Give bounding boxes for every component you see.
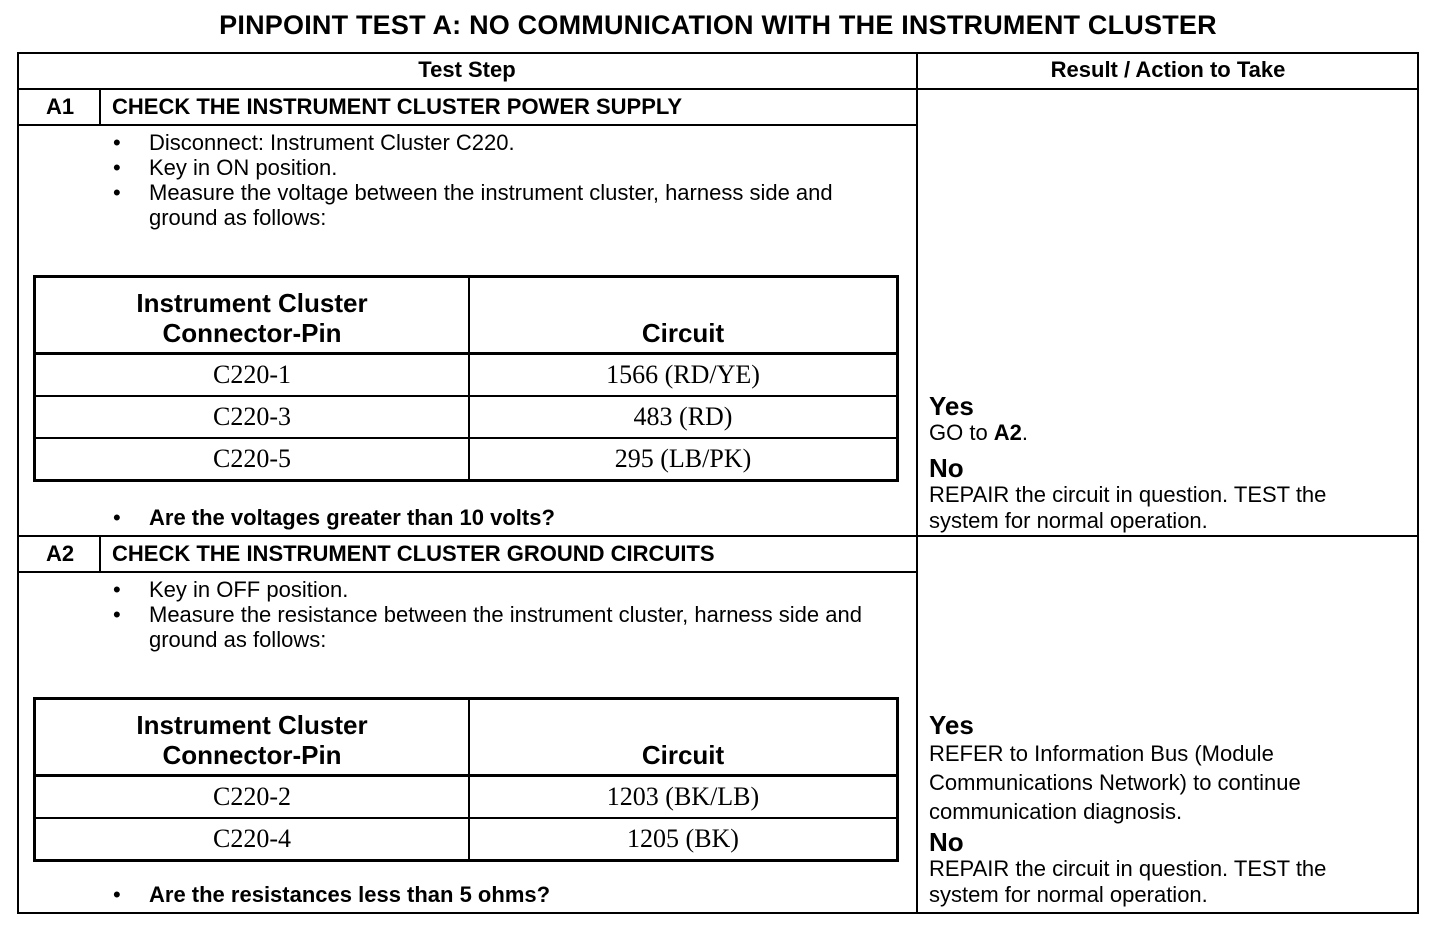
result-yes-label: Yes: [929, 391, 974, 421]
page-title: PINPOINT TEST A: NO COMMUNICATION WITH THE INSTRUMENT CLUSTER: [219, 10, 1217, 40]
connector-pin-cell: C220-2: [35, 776, 470, 819]
connector-pin-cell: C220-5: [35, 438, 470, 481]
circuit-cell: 295 (LB/PK): [469, 438, 898, 481]
step-title: CHECK THE INSTRUMENT CLUSTER POWER SUPPLY: [112, 94, 683, 119]
result-yes-text: GO to A2.: [929, 420, 1029, 445]
connector-pin-cell: C220-4: [35, 818, 470, 861]
step-question: • Are the resistances less than 5 ohms?: [108, 882, 550, 908]
instruction-item: • Measure the voltage between the instrument cluster, harness side and ground as follows:: [108, 180, 868, 230]
header-divider: [18, 88, 1418, 90]
connector-pin-table: [33, 275, 899, 482]
column-divider: [916, 53, 918, 913]
result-yes-label: Yes: [929, 710, 974, 740]
circuit-cell: 1205 (BK): [469, 818, 898, 861]
result-no-text: REPAIR the circuit in question. TEST the system for normal operation.: [929, 856, 1327, 907]
table-row: [35, 776, 898, 819]
step-a2-title-divider: [18, 571, 917, 573]
instruction-item: • Key in ON position.: [108, 155, 868, 180]
step-id: A1: [45, 94, 75, 119]
connector-pin-cell: C220-1: [35, 354, 470, 397]
column-header-connector-pin: Instrument Cluster Connector-Pin: [35, 277, 470, 354]
instruction-item: • Key in OFF position.: [108, 577, 888, 602]
step-divider: [18, 535, 1418, 537]
column-header-circuit: Circuit: [469, 277, 898, 354]
circuit-cell: 483 (RD): [469, 396, 898, 438]
column-header-connector-pin: Instrument Cluster Connector-Pin: [35, 699, 470, 776]
result-yes-text: REFER to Information Bus (Module Communications Network) to continue communication diagnosis.: [929, 741, 1301, 824]
step-instructions: [108, 577, 888, 652]
go-to-step-link: A2: [993, 420, 1022, 445]
header-result-action: Result / Action to Take: [1050, 57, 1286, 82]
header-test-step: Test Step: [418, 57, 516, 82]
column-header-circuit: Circuit: [469, 699, 898, 776]
step-a1-title-divider: [18, 124, 917, 126]
step-instructions: [108, 130, 868, 230]
circuit-cell: 1203 (BK/LB): [469, 776, 898, 819]
table-row: [35, 396, 898, 438]
step-title: CHECK THE INSTRUMENT CLUSTER GROUND CIRCUITS: [112, 541, 715, 566]
instruction-item: • Disconnect: Instrument Cluster C220.: [108, 130, 868, 155]
step-id: A2: [45, 541, 75, 566]
result-action: [929, 711, 1409, 908]
table-row: [35, 818, 898, 861]
result-no-label: No: [929, 453, 964, 483]
connector-pin-cell: C220-3: [35, 396, 470, 438]
table-row: [35, 438, 898, 481]
result-no-label: No: [929, 827, 964, 857]
result-no-text: REPAIR the circuit in question. TEST the system for normal operation.: [929, 482, 1327, 533]
table-row: [35, 354, 898, 397]
step-question: • Are the voltages greater than 10 volts?: [108, 505, 555, 531]
connector-pin-table: [33, 697, 899, 862]
result-action: [929, 392, 1409, 534]
instruction-item: • Measure the resistance between the instrument cluster, harness side and ground as follows:: [108, 602, 888, 652]
circuit-cell: 1566 (RD/YE): [469, 354, 898, 397]
